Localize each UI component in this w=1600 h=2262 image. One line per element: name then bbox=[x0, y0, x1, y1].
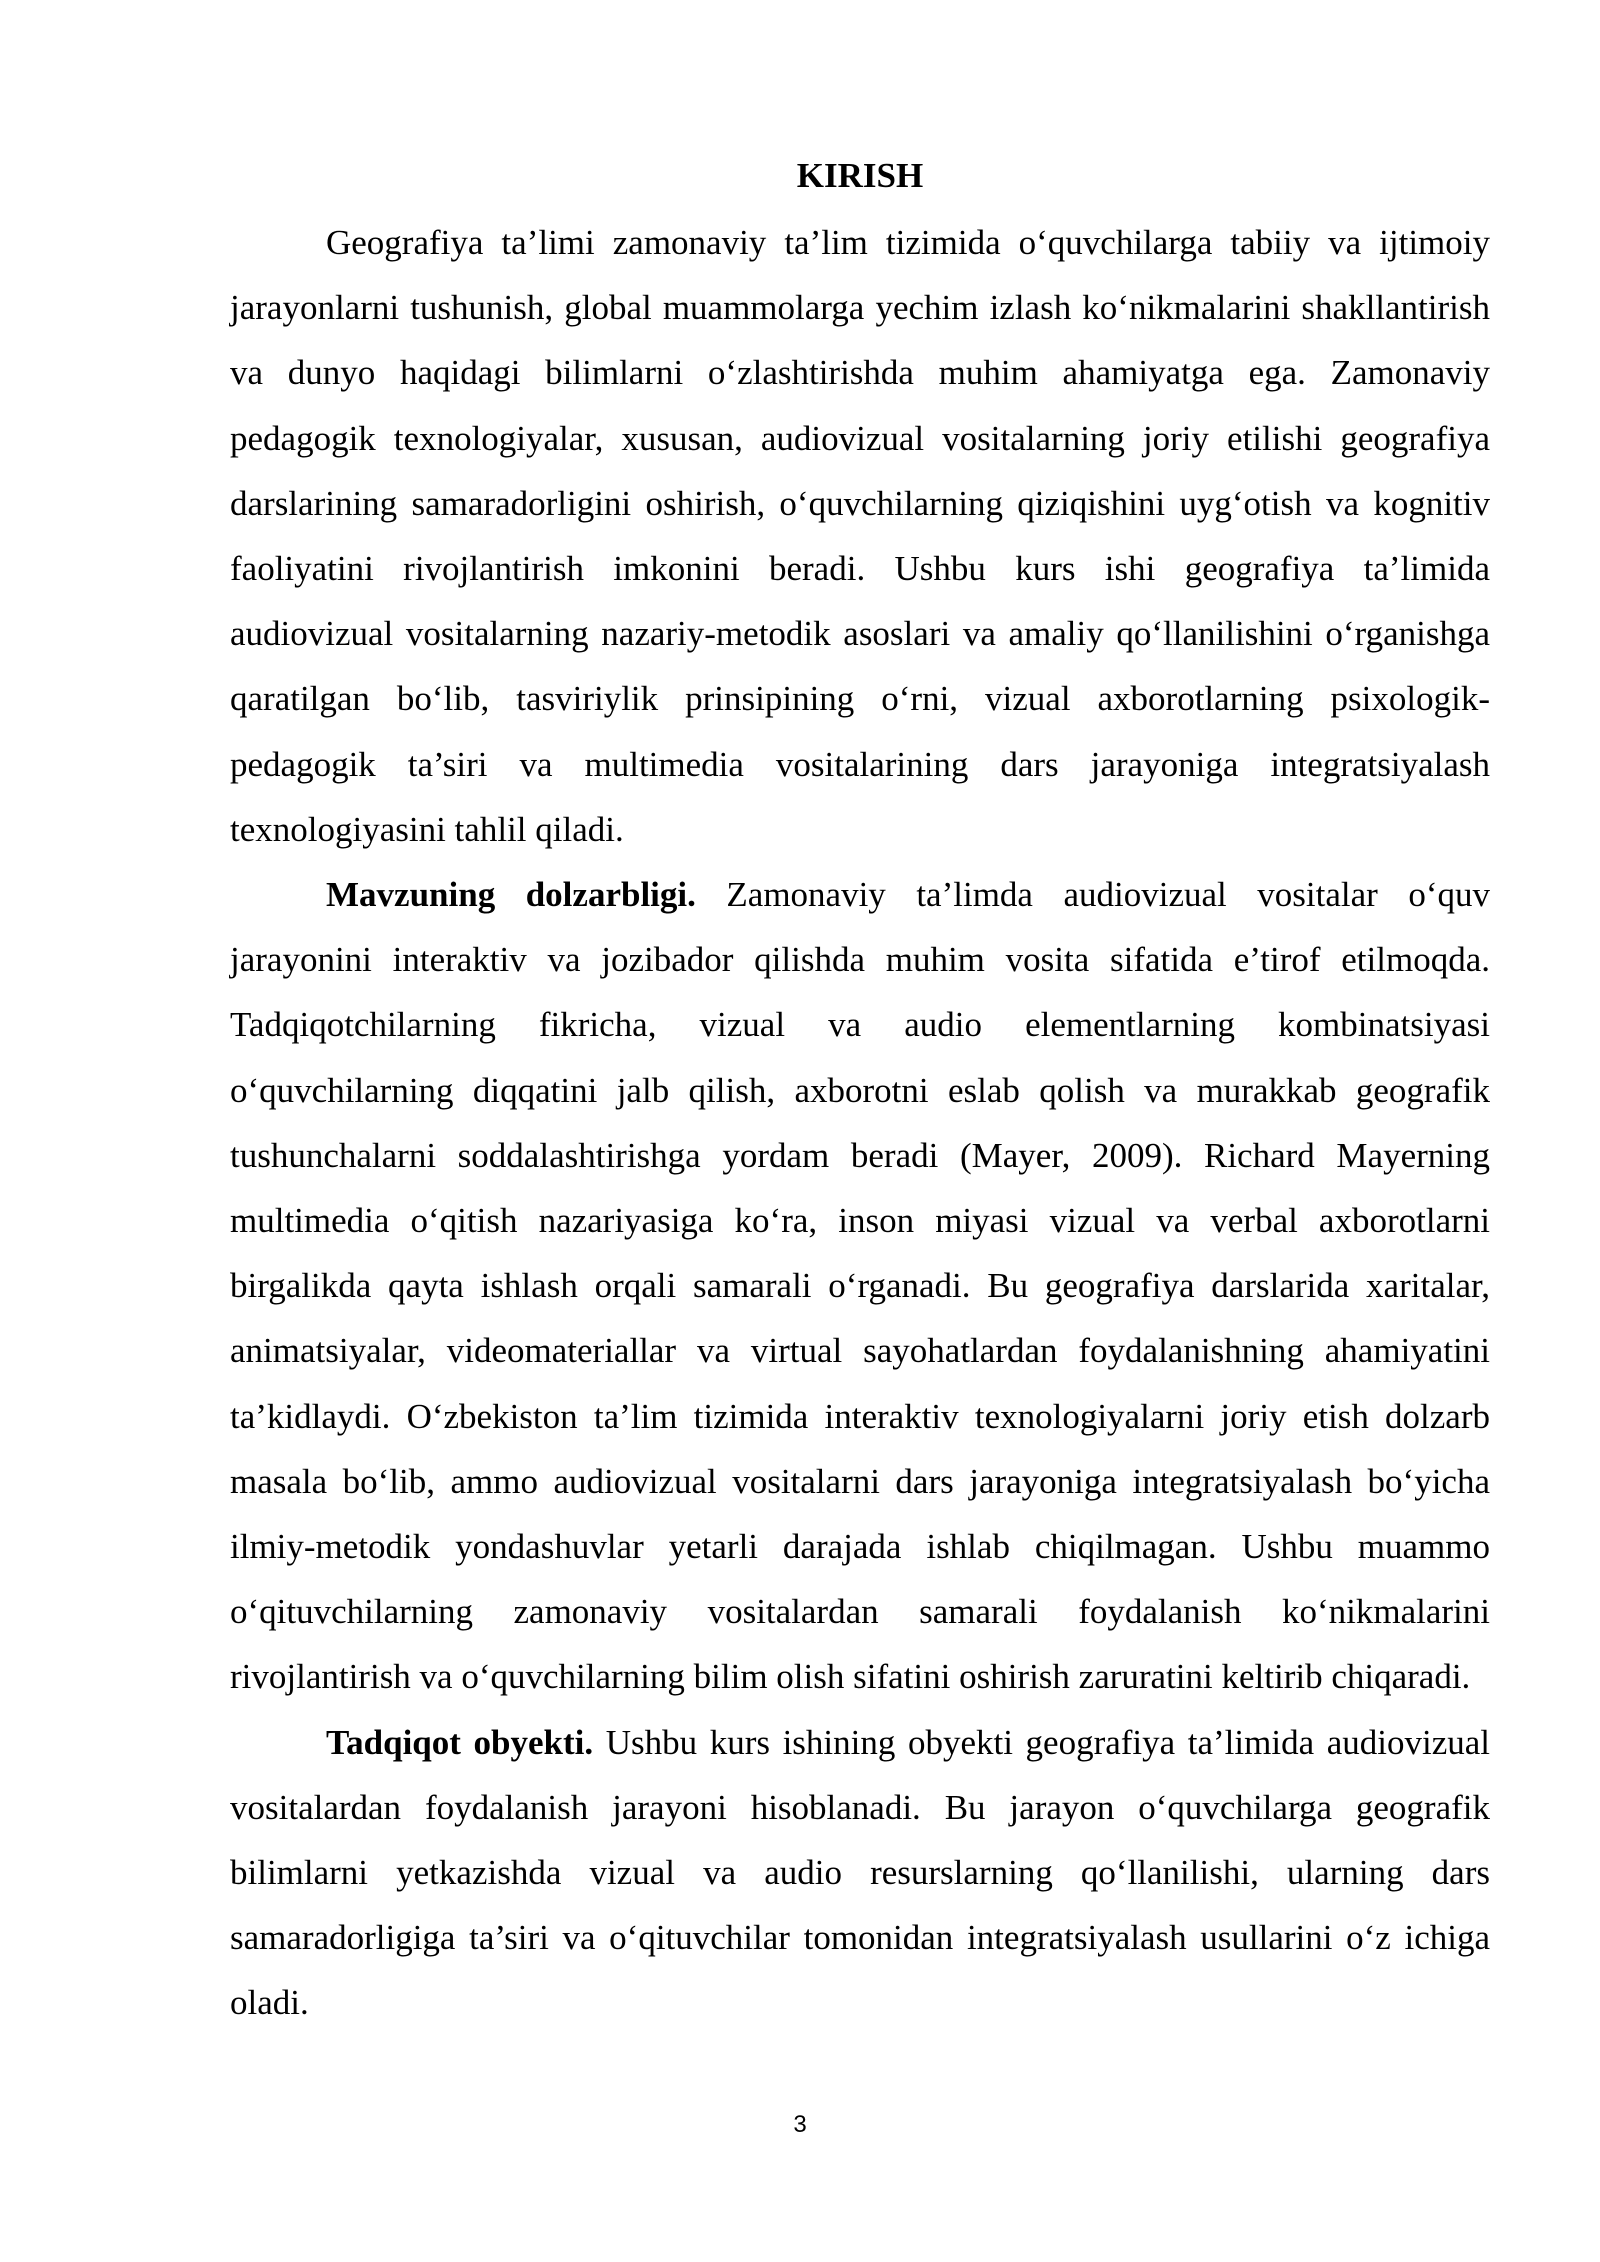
research-object-heading: Tadqiqot obyekti. bbox=[326, 1722, 594, 1762]
paragraph-text: Zamonaviy ta’limda audiovizual vositalar o‘quv jarayonini interaktiv va jozibador qilishda muhim vosita sifatida e’tirof etilmoqda. Tadqiqotchilarning fikricha, vizual va audio elementlarning kombinatsiyasi o‘quvchilarning diqqatini jalb qilish, axborotni eslab qolish va murakkab geografik tushunchalarni soddalashtirishga yordam beradi (Mayer, 2009). Richard Mayerning multimedia o‘qitish nazariyasiga ko‘ra, inson miyasi vizual va verbal axborotlarni birgalikda qayta ishlash orqali samarali o‘rganadi. Bu geografiya darslarida xaritalar, animatsiyalar, videomateriallar va virtual sayohatlardan foydalanishning ahamiyatini ta’kidlaydi. O‘zbekiston ta’lim tizimida interaktiv texnologiyalarni joriy etish dolzarb masala bo‘lib, ammo audiovizual vositalarni dars jarayoniga integratsiyalash bo‘yicha ilmiy-metodik yondashuvlar yetarli darajada ishlab chiqilmagan. Ushbu muammo o‘qituvchilarning zamonaviy vositalardan samarali foydalanish ko‘nikmalarini rivojlantirish va o‘quvchilarning bilim olish sifatini oshirish zaruratini keltirib chiqaradi. bbox=[230, 875, 1490, 1697]
paragraph-text: Geografiya ta’limi zamonaviy ta’lim tizimida o‘quvchilarga tabiiy va ijtimoiy jarayonlarni tushunish, global muammolarga yechim izlash ko‘nikmalarini shakllantirish va dunyo haqidagi bilimlarni o‘zlashtirishda muhim ahamiyatga ega. Zamonaviy pedagogik texnologiyalar, xususan, audiovizual vositalarning joriy etilishi geografiya darslarining samaradorligini oshirish, o‘quvchilarning qiziqishini uyg‘otish va kognitiv faoliyatini rivojlantirish imkonini beradi. Ushbu kurs ishi geografiya ta’limida audiovizual vositalarning nazariy-metodik asoslari va amaliy qo‘llanilishini o‘rganishga qaratilgan bo‘lib, tasviriylik prinsipining o‘rni, vizual axborotlarning psixologik-pedagogik ta’siri va multimedia vositalarining dars jarayoniga integratsiyalash texnologiyasini tahlil qiladi. bbox=[230, 223, 1490, 849]
page-number: 3 bbox=[793, 2111, 807, 2138]
relevance-heading: Mavzuning dolzarbligi. bbox=[326, 875, 696, 915]
relevance-paragraph bbox=[230, 862, 1490, 1710]
page-title: KIRISH bbox=[796, 156, 924, 195]
paragraph-text: Ushbu kurs ishining obyekti geografiya ta’limida audiovizual vositalardan foydalanish jarayoni hisoblanadi. Bu jarayon o‘quvchilarga geografik bilimlarni yetkazishda vizual va audio resurslarning qo‘llanilishi, ularning dars samaradorligiga ta’siri va o‘qituvchilar tomonidan integratsiyalash usullarini o‘z ichiga oladi. bbox=[230, 1722, 1490, 2023]
intro-paragraph bbox=[230, 210, 1490, 862]
research-object-paragraph bbox=[230, 1710, 1490, 2036]
document-page bbox=[230, 148, 1490, 2036]
